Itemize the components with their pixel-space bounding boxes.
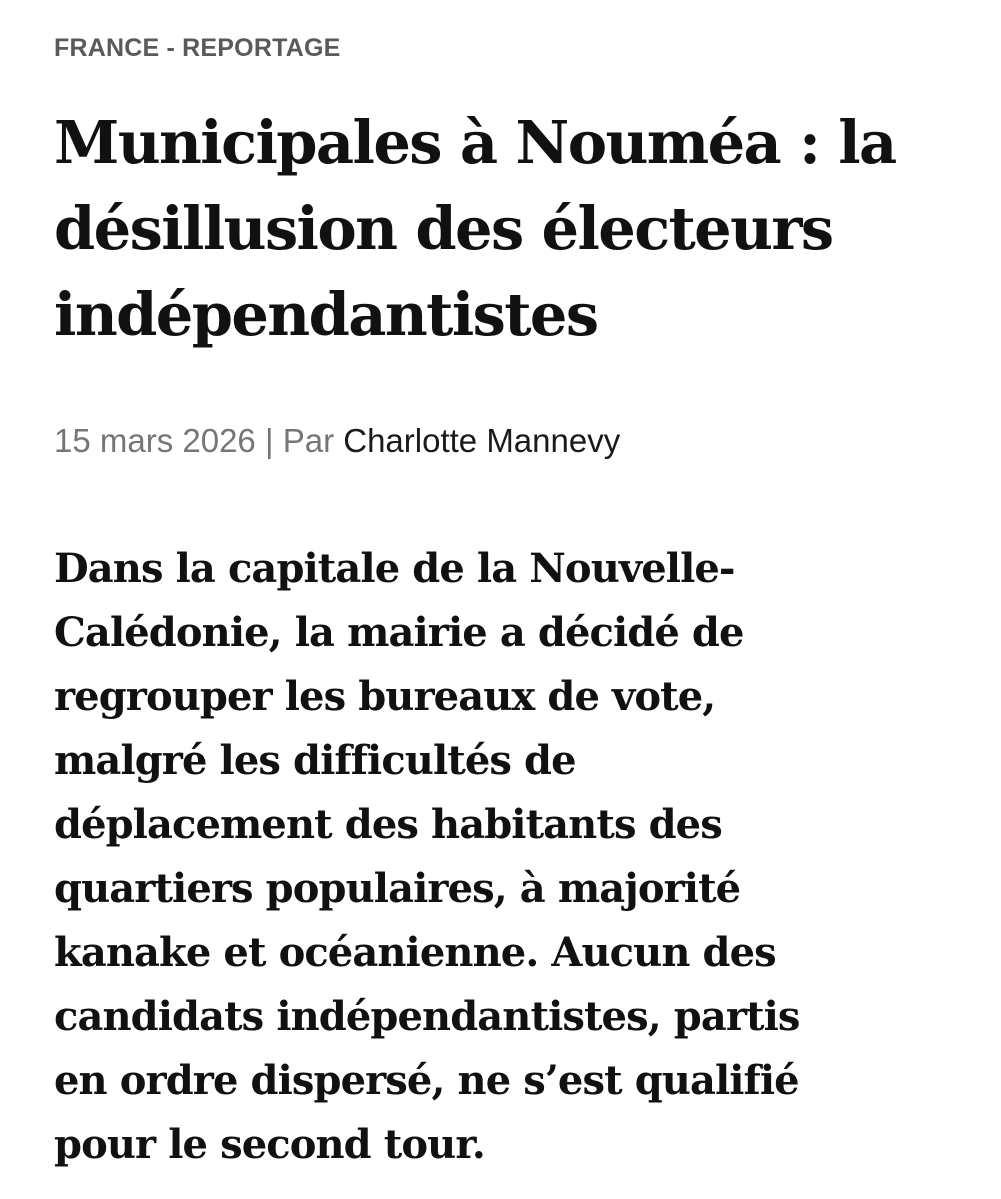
byline-prefix: Par [282, 422, 335, 459]
lede-line: kanake et océanienne. Aucun des [54, 929, 776, 976]
article-lede [54, 537, 974, 1177]
lede-line: malgré les difficultés de [54, 737, 576, 784]
lede-line: candidats indépendantistes, partis [54, 993, 800, 1040]
lede-line: pour le second tour. [54, 1121, 485, 1168]
lede-line: Calédonie, la mairie a décidé de [54, 609, 744, 656]
lede-line: regrouper les bureaux de vote, [54, 673, 716, 720]
lede-line: en ordre dispersé, ne s’est qualifié [54, 1057, 799, 1104]
headline-line: indépendantistes [54, 280, 598, 349]
headline-line: Municipales à Nouméa : la [54, 108, 896, 177]
lede-line: déplacement des habitants des [54, 801, 722, 848]
byline-separator: | [264, 422, 274, 459]
lede-line: Dans la capitale de la Nouvelle- [54, 545, 735, 592]
publish-date: 15 mars 2026 [54, 422, 256, 459]
author-name[interactable]: Charlotte Mannevy [343, 422, 621, 459]
byline [54, 419, 620, 463]
lede-line: quartiers populaires, à majorité [54, 865, 741, 912]
headline-line: désillusion des électeurs [54, 194, 833, 263]
article-headline [54, 100, 974, 358]
section-rubric[interactable]: FRANCE - REPORTAGE [54, 34, 341, 62]
